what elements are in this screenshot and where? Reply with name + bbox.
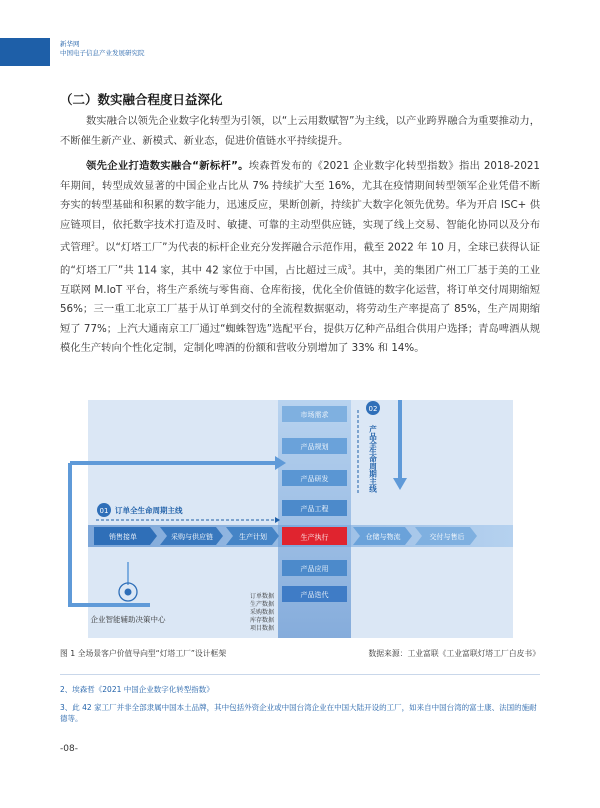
footnote-2: 2、埃森哲《2021 中国企业数字化转型指数》 — [60, 685, 214, 694]
vertical-box-6 — [282, 560, 347, 576]
vertical-box-4 — [282, 500, 347, 516]
paragraph-2 — [60, 157, 540, 359]
order-mainline-number: 01 — [99, 507, 109, 515]
decision-center-label: 企业智能辅助决策中心 — [90, 615, 166, 624]
data-list-item-5: 项目数据 — [250, 625, 275, 632]
paragraph-2-part-3: 。其中，美的集团广州工厂基于美的工业互联网 M.IoT 平台，将生产系统与零售商、仓库衔接，优化全价值链的数字化运营，将订单交付周期缩短 56%；三一重工北京工厂基于从订单到交付的全流程数据驱动，将劳动生产率提高了 85%，生产周期缩短了 77%；上汽大通南京工厂通过“蜘蛛智选”选配平台，提供万亿种产品组合供用户选择；青岛啤酒从规模化生产转向个性化定制，定制化啤酒的份额和营收分别增加了 33% 和 14%。 — [60, 264, 540, 355]
horizontal-box-4-label: 仓储与物流 — [365, 533, 401, 541]
vertical-box-4-label: 产品工程 — [300, 505, 329, 513]
header-org-line-1: 新华网 — [60, 40, 80, 48]
header-color-bar — [0, 38, 50, 66]
horizontal-box-1-label: 销售接单 — [109, 533, 137, 541]
figure-source: 数据来源：工业富联《工业富联灯塔工厂白皮书》 — [368, 649, 540, 658]
paragraph-2-part-1: 埃森哲发布的《2021 企业数字化转型指数》指出 2018-2021 年期间，转型成效显著的中国企业占比从 7% 持续扩大至 16%，尤其在疫情期间转型领军企业凭借不断夯实的转型基础和积累的数字能力，迅速反应，果断创新，持续扩大数字化领先优势。华为开启 ISC+ 供应链项目，依托数字技术打造及时、敏捷、可靠的主动型供应链，实现了线上交易、智能化协同以及分布式管理 — [60, 160, 540, 254]
data-list-item-4: 库存数据 — [250, 617, 275, 624]
vertical-box-7 — [282, 586, 347, 602]
vertical-box-5-label: 生产执行 — [300, 533, 329, 542]
lighthouse-factory-framework-diagram — [60, 400, 540, 640]
data-list-item-3: 采购数据 — [250, 609, 275, 616]
footnote-ref-3: 3 — [347, 263, 352, 271]
vertical-box-3 — [282, 470, 347, 486]
footnote-divider — [60, 674, 540, 675]
header-organization — [60, 40, 145, 58]
paragraph-1: 数实融合以领先企业数字化转型为引领，以“上云用数赋智”为主线，以产业跨界融合为重要推动力，不断催生新产业、新模式、新业态，促进价值链水平持续提升。 — [60, 115, 540, 147]
vertical-box-1 — [282, 406, 347, 422]
horizontal-box-3-label: 生产计划 — [239, 533, 267, 541]
header-org-line-2: 中国电子信息产业发展研究院 — [60, 49, 145, 57]
section-title: （二）数实融合程度日益深化 — [60, 92, 223, 107]
order-mainline-label: 订单全生命周期主线 — [115, 506, 183, 515]
footnote-ref-2: 2 — [90, 241, 95, 248]
paragraph-2-part-2: 。以“灯塔工厂”为代表的标杆企业充分发挥融合示范作用，截至 2022 年 10 月，全球已获得认证的“灯塔工厂”共 114 家，其中 42 家位于中国，占比超过三成 — [60, 241, 541, 277]
paragraph-2-lead: 领先企业打造数实融合“新标杆”。 — [86, 160, 249, 172]
footnote-3: 3、此 42 家工厂并非全部隶属中国本土品牌，其中包括外资企业或中国台湾企业在中国大陆开设的工厂，如来自中国台湾的富士康、法国的施耐德等。 — [60, 703, 537, 723]
vertical-box-7-label: 产品迭代 — [300, 591, 329, 599]
vertical-box-2-label: 产品规划 — [300, 443, 329, 451]
data-list — [250, 592, 274, 632]
vertical-box-5-highlight — [282, 527, 347, 545]
horizontal-box-1 — [94, 527, 157, 545]
data-list-item-2: 生产数据 — [250, 601, 275, 608]
horizontal-box-3 — [226, 527, 279, 545]
product-mainline-label: 产品全生命周期主线 — [368, 425, 378, 493]
vertical-box-3-label: 产品研发 — [300, 475, 329, 483]
figure-caption: 图 1 全场景客户价值导向型“灯塔工厂”设计框架 — [60, 649, 227, 658]
data-list-item-1: 订单数据 — [250, 593, 275, 600]
vertical-box-2 — [282, 438, 347, 454]
vertical-box-1-label: 市场需求 — [300, 411, 329, 419]
product-mainline-number: 02 — [368, 405, 378, 413]
horizontal-box-4 — [353, 527, 412, 545]
horizontal-box-2 — [160, 527, 223, 545]
vertical-column-background — [278, 400, 351, 638]
horizontal-box-5 — [415, 527, 477, 545]
vertical-box-6-label: 产品应用 — [300, 565, 329, 573]
horizontal-box-2-label: 采购与供应链 — [171, 533, 213, 541]
page-number: -08- — [60, 744, 78, 754]
horizontal-box-5-label: 交付与售后 — [429, 533, 465, 541]
